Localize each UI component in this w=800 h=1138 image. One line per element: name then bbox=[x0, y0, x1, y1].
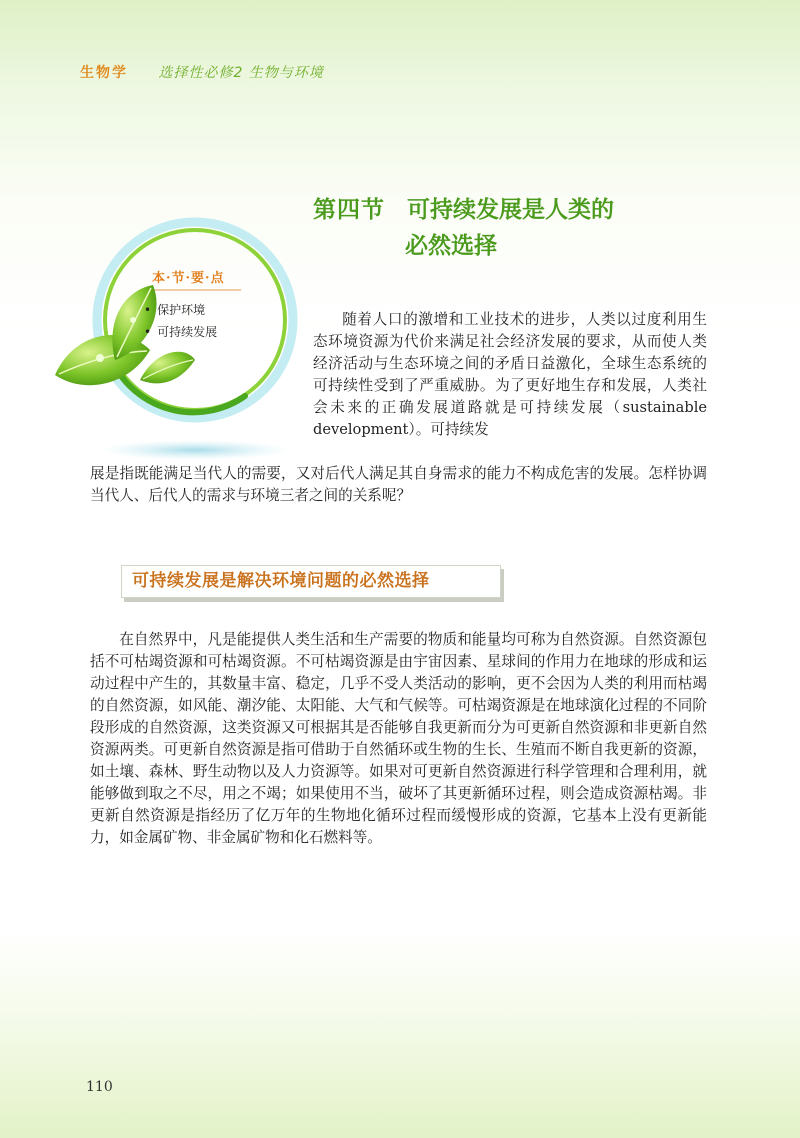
natural-resources-paragraph: 在自然界中，凡是能提供人类生活和生产需要的物质和能量均可称为自然资源。自然资源包括不可枯竭资源和可枯竭资源。不可枯竭资源是由宇宙因素、星球间的作用力在地球的形成和运动过程中产生的，其数量丰富、稳定，几乎不受人类活动的影响，更不会因为人类的利用而枯竭的自然资源，如风能、潮汐能、太阳能、大气和气候等。可枯竭资源是在地球演化过程的不同阶段形成的自然资源，这类资源又可根据其是否能够自我更新而分为可更新自然资源和非更新自然资源两类。可更新自然资源是指可借助于自然循环或生物的生长、生殖而不断自我更新的资源，如土壤、森林、野生动物以及人力资源等。如果对可更新自然资源进行科学管理和合理利用，就能够做到取之不尽，用之不竭；如果使用不当，破坏了其更新循环过程，则会造成资源枯竭。非更新自然资源是指经历了亿万年的生物地化循环过程而缓慢形成的资源，它基本上没有更新能力，如金属矿物、非金属矿物和化石燃料等。 bbox=[90, 631, 707, 846]
section-heading-box bbox=[121, 565, 501, 598]
section-title-line2: 必然选择 bbox=[405, 233, 497, 259]
running-header bbox=[80, 62, 324, 82]
ring-shadow bbox=[100, 440, 290, 460]
section-title bbox=[313, 192, 614, 264]
section-title-line1: 可持续发展是人类的 bbox=[407, 197, 614, 223]
section-number: 第四节 bbox=[313, 197, 385, 223]
intro-paragraph-part2: 展是指既能满足当代人的需要，又对后代人满足其自身需求的能力不构成危害的发展。怎样协调当代人、后代人的需求与环境三者之间的关系呢？ bbox=[90, 465, 707, 504]
water-drop-icon bbox=[96, 354, 104, 362]
key-points-list bbox=[144, 299, 217, 343]
key-point-item: • 可持续发展 bbox=[144, 321, 217, 343]
header-book-title: 选择性必修2 生物与环境 bbox=[158, 65, 324, 81]
ring-arc-accent bbox=[117, 370, 245, 412]
key-point-item: • 保护环境 bbox=[144, 299, 217, 321]
section-heading: 可持续发展是解决环境问题的必然选择 bbox=[132, 571, 430, 591]
page-number: 110 bbox=[86, 1079, 113, 1095]
intro-paragraph-part1: 随着人口的激增和工业技术的进步，人类以过度利用生态环境资源为代价来满足社会经济发展的要求，从而使人类经济活动与生态环境之间的矛盾日益激化，全球生态系统的可持续性受到了严重威胁。为了更好地生存和发展，人类社会未来的正确发展道路就是可持续发展（sustainable development）。可持续发 bbox=[313, 311, 707, 438]
key-points-title: 本·节·要·点 bbox=[152, 271, 225, 286]
water-drop-icon bbox=[130, 317, 136, 323]
header-subject: 生物学 bbox=[80, 65, 128, 81]
